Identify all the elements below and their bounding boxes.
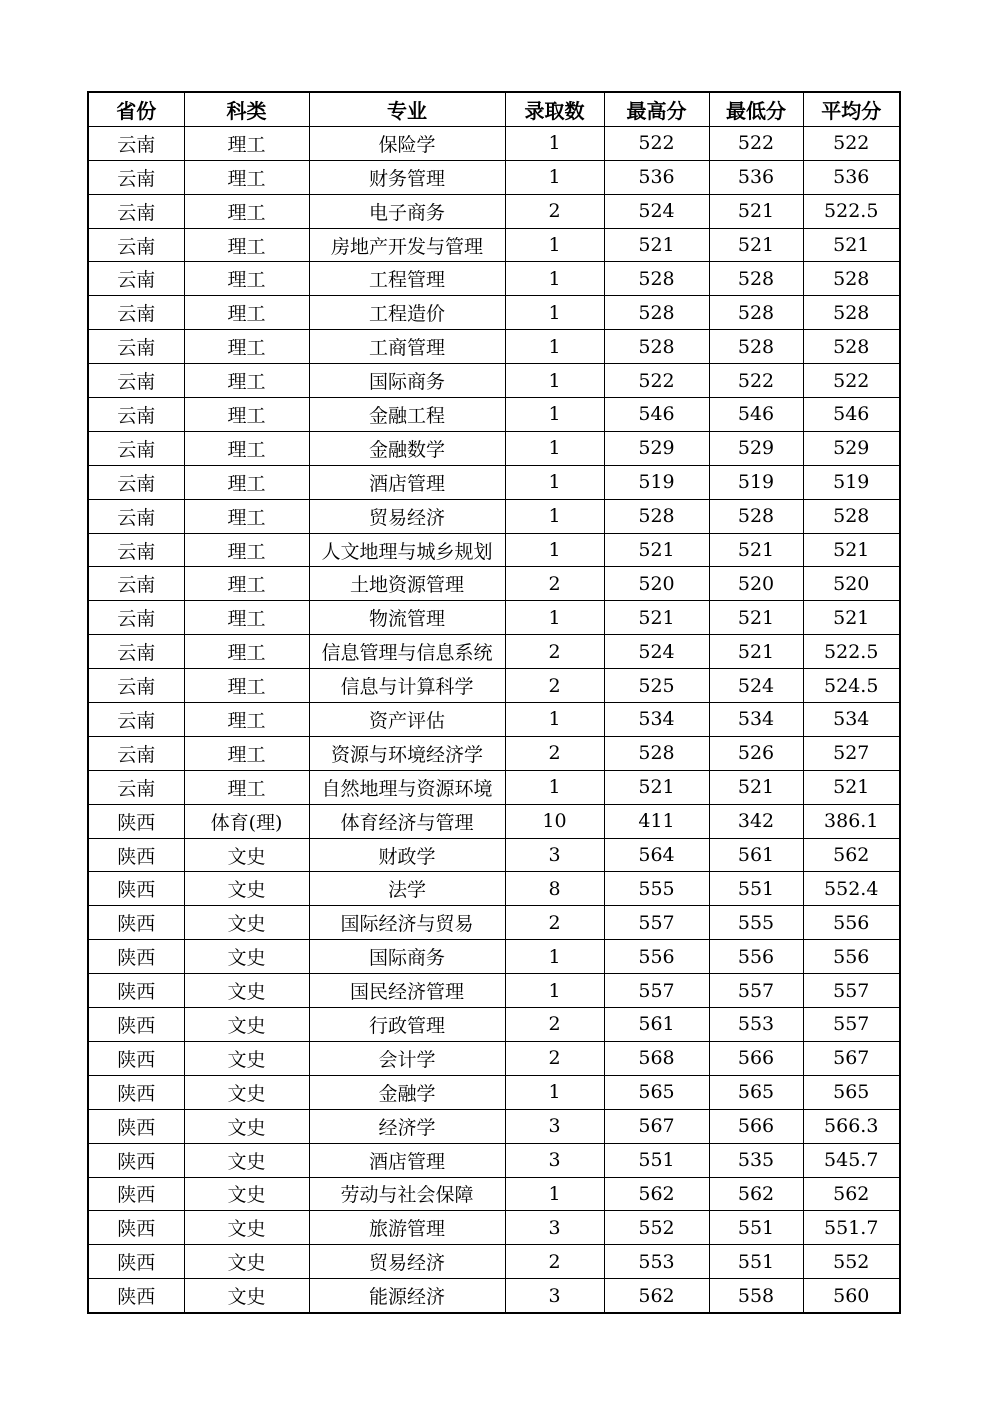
province-cell: 云南 — [88, 296, 184, 330]
table-row — [88, 1008, 900, 1042]
min-score-cell: 522 — [709, 126, 803, 160]
province-cell: 陕西 — [88, 1245, 184, 1279]
avg-score-cell: 560 — [803, 1279, 900, 1313]
min-score-cell: 534 — [709, 703, 803, 737]
province-cell: 云南 — [88, 770, 184, 804]
province-cell: 云南 — [88, 635, 184, 669]
admitted-count-cell: 2 — [505, 1245, 604, 1279]
table-row — [88, 872, 900, 906]
table-row — [88, 465, 900, 499]
major-cell: 信息管理与信息系统 — [309, 635, 505, 669]
admitted-count-cell: 1 — [505, 499, 604, 533]
province-cell: 云南 — [88, 431, 184, 465]
table-row — [88, 398, 900, 432]
category-cell: 理工 — [184, 465, 309, 499]
province-cell: 陕西 — [88, 872, 184, 906]
min-score-cell: 526 — [709, 736, 803, 770]
admitted-count-cell: 1 — [505, 601, 604, 635]
major-cell: 房地产开发与管理 — [309, 228, 505, 262]
header-max-score: 最高分 — [604, 92, 709, 126]
admitted-count-cell: 2 — [505, 669, 604, 703]
table-row — [88, 770, 900, 804]
max-score-cell: 521 — [604, 601, 709, 635]
header-province: 省份 — [88, 92, 184, 126]
admitted-count-cell: 1 — [505, 398, 604, 432]
avg-score-cell: 552 — [803, 1245, 900, 1279]
category-cell: 理工 — [184, 736, 309, 770]
header-row — [88, 92, 900, 126]
admitted-count-cell: 2 — [505, 635, 604, 669]
avg-score-cell: 536 — [803, 160, 900, 194]
min-score-cell: 528 — [709, 262, 803, 296]
avg-score-cell: 562 — [803, 838, 900, 872]
admitted-count-cell: 1 — [505, 940, 604, 974]
category-cell: 理工 — [184, 703, 309, 737]
province-cell: 云南 — [88, 160, 184, 194]
category-cell: 文史 — [184, 974, 309, 1008]
major-cell: 国际商务 — [309, 940, 505, 974]
max-score-cell: 562 — [604, 1279, 709, 1313]
province-cell: 云南 — [88, 398, 184, 432]
category-cell: 理工 — [184, 770, 309, 804]
table-row — [88, 601, 900, 635]
province-cell: 陕西 — [88, 804, 184, 838]
max-score-cell: 568 — [604, 1041, 709, 1075]
max-score-cell: 553 — [604, 1245, 709, 1279]
major-cell: 电子商务 — [309, 194, 505, 228]
admitted-count-cell: 2 — [505, 194, 604, 228]
min-score-cell: 566 — [709, 1041, 803, 1075]
province-cell: 云南 — [88, 601, 184, 635]
category-cell: 文史 — [184, 1211, 309, 1245]
major-cell: 土地资源管理 — [309, 567, 505, 601]
max-score-cell: 528 — [604, 296, 709, 330]
max-score-cell: 534 — [604, 703, 709, 737]
admitted-count-cell: 1 — [505, 296, 604, 330]
admitted-count-cell: 2 — [505, 1041, 604, 1075]
major-cell: 会计学 — [309, 1041, 505, 1075]
admitted-count-cell: 1 — [505, 974, 604, 1008]
province-cell: 云南 — [88, 533, 184, 567]
table-row — [88, 160, 900, 194]
category-cell: 文史 — [184, 1177, 309, 1211]
table-row — [88, 330, 900, 364]
max-score-cell: 546 — [604, 398, 709, 432]
category-cell: 理工 — [184, 364, 309, 398]
avg-score-cell: 562 — [803, 1177, 900, 1211]
min-score-cell: 561 — [709, 838, 803, 872]
table-row — [88, 669, 900, 703]
max-score-cell: 519 — [604, 465, 709, 499]
admitted-count-cell: 3 — [505, 1109, 604, 1143]
avg-score-cell: 522 — [803, 126, 900, 160]
admission-scores-table — [87, 91, 901, 1314]
major-cell: 贸易经济 — [309, 499, 505, 533]
table-row — [88, 567, 900, 601]
major-cell: 劳动与社会保障 — [309, 1177, 505, 1211]
min-score-cell: 528 — [709, 330, 803, 364]
category-cell: 文史 — [184, 1279, 309, 1313]
province-cell: 陕西 — [88, 906, 184, 940]
category-cell: 理工 — [184, 126, 309, 160]
header-category: 科类 — [184, 92, 309, 126]
table-row — [88, 838, 900, 872]
major-cell: 国际商务 — [309, 364, 505, 398]
table-row — [88, 228, 900, 262]
category-cell: 文史 — [184, 1008, 309, 1042]
category-cell: 文史 — [184, 1041, 309, 1075]
table-row — [88, 635, 900, 669]
avg-score-cell: 565 — [803, 1075, 900, 1109]
major-cell: 信息与计算科学 — [309, 669, 505, 703]
admitted-count-cell: 1 — [505, 364, 604, 398]
province-cell: 云南 — [88, 194, 184, 228]
major-cell: 财务管理 — [309, 160, 505, 194]
table-row — [88, 533, 900, 567]
province-cell: 云南 — [88, 703, 184, 737]
admitted-count-cell: 1 — [505, 330, 604, 364]
min-score-cell: 562 — [709, 1177, 803, 1211]
avg-score-cell: 521 — [803, 601, 900, 635]
major-cell: 工程管理 — [309, 262, 505, 296]
min-score-cell: 519 — [709, 465, 803, 499]
category-cell: 文史 — [184, 940, 309, 974]
avg-score-cell: 566.3 — [803, 1109, 900, 1143]
category-cell: 文史 — [184, 838, 309, 872]
province-cell: 云南 — [88, 126, 184, 160]
table-row — [88, 1245, 900, 1279]
admitted-count-cell: 1 — [505, 431, 604, 465]
major-cell: 国际经济与贸易 — [309, 906, 505, 940]
major-cell: 保险学 — [309, 126, 505, 160]
avg-score-cell: 527 — [803, 736, 900, 770]
province-cell: 云南 — [88, 499, 184, 533]
major-cell: 资产评估 — [309, 703, 505, 737]
table-row — [88, 1177, 900, 1211]
max-score-cell: 522 — [604, 126, 709, 160]
province-cell: 云南 — [88, 567, 184, 601]
category-cell: 理工 — [184, 262, 309, 296]
max-score-cell: 552 — [604, 1211, 709, 1245]
province-cell: 云南 — [88, 330, 184, 364]
major-cell: 经济学 — [309, 1109, 505, 1143]
admitted-count-cell: 8 — [505, 872, 604, 906]
avg-score-cell: 521 — [803, 533, 900, 567]
avg-score-cell: 556 — [803, 940, 900, 974]
table-row — [88, 262, 900, 296]
province-cell: 陕西 — [88, 1075, 184, 1109]
major-cell: 贸易经济 — [309, 1245, 505, 1279]
min-score-cell: 551 — [709, 1245, 803, 1279]
major-cell: 资源与环境经济学 — [309, 736, 505, 770]
admitted-count-cell: 3 — [505, 1279, 604, 1313]
admitted-count-cell: 1 — [505, 126, 604, 160]
admitted-count-cell: 3 — [505, 1143, 604, 1177]
min-score-cell: 536 — [709, 160, 803, 194]
min-score-cell: 524 — [709, 669, 803, 703]
major-cell: 旅游管理 — [309, 1211, 505, 1245]
province-cell: 云南 — [88, 364, 184, 398]
avg-score-cell: 534 — [803, 703, 900, 737]
major-cell: 法学 — [309, 872, 505, 906]
category-cell: 理工 — [184, 330, 309, 364]
admitted-count-cell: 1 — [505, 262, 604, 296]
province-cell: 陕西 — [88, 1008, 184, 1042]
major-cell: 财政学 — [309, 838, 505, 872]
avg-score-cell: 519 — [803, 465, 900, 499]
province-cell: 云南 — [88, 228, 184, 262]
max-score-cell: 521 — [604, 533, 709, 567]
avg-score-cell: 524.5 — [803, 669, 900, 703]
major-cell: 行政管理 — [309, 1008, 505, 1042]
province-cell: 陕西 — [88, 1279, 184, 1313]
min-score-cell: 342 — [709, 804, 803, 838]
max-score-cell: 567 — [604, 1109, 709, 1143]
major-cell: 金融工程 — [309, 398, 505, 432]
min-score-cell: 521 — [709, 194, 803, 228]
avg-score-cell: 557 — [803, 974, 900, 1008]
table-row — [88, 974, 900, 1008]
admitted-count-cell: 2 — [505, 567, 604, 601]
province-cell: 陕西 — [88, 940, 184, 974]
header-avg-score: 平均分 — [803, 92, 900, 126]
table-row — [88, 431, 900, 465]
max-score-cell: 529 — [604, 431, 709, 465]
max-score-cell: 521 — [604, 770, 709, 804]
province-cell: 陕西 — [88, 1041, 184, 1075]
max-score-cell: 564 — [604, 838, 709, 872]
province-cell: 陕西 — [88, 974, 184, 1008]
min-score-cell: 551 — [709, 872, 803, 906]
table-row — [88, 364, 900, 398]
category-cell: 理工 — [184, 601, 309, 635]
table-row — [88, 804, 900, 838]
min-score-cell: 566 — [709, 1109, 803, 1143]
table-row — [88, 296, 900, 330]
province-cell: 陕西 — [88, 1211, 184, 1245]
admitted-count-cell: 2 — [505, 1008, 604, 1042]
category-cell: 理工 — [184, 533, 309, 567]
header-admitted-count: 录取数 — [505, 92, 604, 126]
table-row — [88, 1041, 900, 1075]
major-cell: 酒店管理 — [309, 465, 505, 499]
min-score-cell: 557 — [709, 974, 803, 1008]
avg-score-cell: 552.4 — [803, 872, 900, 906]
province-cell: 云南 — [88, 736, 184, 770]
min-score-cell: 565 — [709, 1075, 803, 1109]
category-cell: 理工 — [184, 160, 309, 194]
avg-score-cell: 528 — [803, 499, 900, 533]
table-row — [88, 940, 900, 974]
category-cell: 文史 — [184, 872, 309, 906]
min-score-cell: 528 — [709, 296, 803, 330]
major-cell: 体育经济与管理 — [309, 804, 505, 838]
major-cell: 国民经济管理 — [309, 974, 505, 1008]
table-row — [88, 1075, 900, 1109]
avg-score-cell: 529 — [803, 431, 900, 465]
category-cell: 理工 — [184, 194, 309, 228]
min-score-cell: 521 — [709, 228, 803, 262]
category-cell: 理工 — [184, 499, 309, 533]
min-score-cell: 555 — [709, 906, 803, 940]
avg-score-cell: 521 — [803, 770, 900, 804]
admitted-count-cell: 2 — [505, 906, 604, 940]
min-score-cell: 521 — [709, 770, 803, 804]
min-score-cell: 520 — [709, 567, 803, 601]
avg-score-cell: 522.5 — [803, 635, 900, 669]
avg-score-cell: 522 — [803, 364, 900, 398]
header-min-score: 最低分 — [709, 92, 803, 126]
table-body — [88, 126, 900, 1313]
max-score-cell: 411 — [604, 804, 709, 838]
max-score-cell: 525 — [604, 669, 709, 703]
admitted-count-cell: 1 — [505, 533, 604, 567]
province-cell: 陕西 — [88, 1109, 184, 1143]
table-row — [88, 1143, 900, 1177]
avg-score-cell: 528 — [803, 296, 900, 330]
category-cell: 体育(理) — [184, 804, 309, 838]
admitted-count-cell: 1 — [505, 465, 604, 499]
min-score-cell: 529 — [709, 431, 803, 465]
avg-score-cell: 386.1 — [803, 804, 900, 838]
max-score-cell: 557 — [604, 974, 709, 1008]
province-cell: 云南 — [88, 262, 184, 296]
min-score-cell: 558 — [709, 1279, 803, 1313]
province-cell: 陕西 — [88, 838, 184, 872]
major-cell: 工商管理 — [309, 330, 505, 364]
min-score-cell: 521 — [709, 601, 803, 635]
min-score-cell: 553 — [709, 1008, 803, 1042]
admitted-count-cell: 10 — [505, 804, 604, 838]
min-score-cell: 522 — [709, 364, 803, 398]
category-cell: 理工 — [184, 567, 309, 601]
admitted-count-cell: 3 — [505, 1211, 604, 1245]
category-cell: 理工 — [184, 669, 309, 703]
table-row — [88, 499, 900, 533]
max-score-cell: 555 — [604, 872, 709, 906]
category-cell: 文史 — [184, 906, 309, 940]
province-cell: 陕西 — [88, 1143, 184, 1177]
max-score-cell: 522 — [604, 364, 709, 398]
avg-score-cell: 528 — [803, 262, 900, 296]
min-score-cell: 521 — [709, 533, 803, 567]
table-row — [88, 1109, 900, 1143]
table-row — [88, 126, 900, 160]
min-score-cell: 546 — [709, 398, 803, 432]
avg-score-cell: 521 — [803, 228, 900, 262]
major-cell: 人文地理与城乡规划 — [309, 533, 505, 567]
category-cell: 文史 — [184, 1245, 309, 1279]
province-cell: 云南 — [88, 465, 184, 499]
max-score-cell: 524 — [604, 635, 709, 669]
table-row — [88, 906, 900, 940]
category-cell: 文史 — [184, 1109, 309, 1143]
min-score-cell: 551 — [709, 1211, 803, 1245]
major-cell: 工程造价 — [309, 296, 505, 330]
avg-score-cell: 557 — [803, 1008, 900, 1042]
admitted-count-cell: 1 — [505, 1177, 604, 1211]
admitted-count-cell: 1 — [505, 1075, 604, 1109]
min-score-cell: 521 — [709, 635, 803, 669]
max-score-cell: 562 — [604, 1177, 709, 1211]
avg-score-cell: 520 — [803, 567, 900, 601]
avg-score-cell: 528 — [803, 330, 900, 364]
max-score-cell: 528 — [604, 499, 709, 533]
avg-score-cell: 551.7 — [803, 1211, 900, 1245]
max-score-cell: 561 — [604, 1008, 709, 1042]
province-cell: 云南 — [88, 669, 184, 703]
min-score-cell: 535 — [709, 1143, 803, 1177]
category-cell: 文史 — [184, 1143, 309, 1177]
table-row — [88, 703, 900, 737]
avg-score-cell: 556 — [803, 906, 900, 940]
max-score-cell: 528 — [604, 262, 709, 296]
avg-score-cell: 567 — [803, 1041, 900, 1075]
table-row — [88, 736, 900, 770]
admitted-count-cell: 1 — [505, 160, 604, 194]
max-score-cell: 524 — [604, 194, 709, 228]
category-cell: 理工 — [184, 398, 309, 432]
avg-score-cell: 522.5 — [803, 194, 900, 228]
category-cell: 理工 — [184, 228, 309, 262]
admitted-count-cell: 2 — [505, 736, 604, 770]
admitted-count-cell: 1 — [505, 228, 604, 262]
max-score-cell: 551 — [604, 1143, 709, 1177]
max-score-cell: 521 — [604, 228, 709, 262]
table-row — [88, 1279, 900, 1313]
admitted-count-cell: 3 — [505, 838, 604, 872]
max-score-cell: 557 — [604, 906, 709, 940]
avg-score-cell: 546 — [803, 398, 900, 432]
category-cell: 理工 — [184, 431, 309, 465]
major-cell: 物流管理 — [309, 601, 505, 635]
max-score-cell: 565 — [604, 1075, 709, 1109]
category-cell: 理工 — [184, 635, 309, 669]
max-score-cell: 556 — [604, 940, 709, 974]
max-score-cell: 520 — [604, 567, 709, 601]
min-score-cell: 528 — [709, 499, 803, 533]
max-score-cell: 536 — [604, 160, 709, 194]
table-row — [88, 1211, 900, 1245]
category-cell: 文史 — [184, 1075, 309, 1109]
admitted-count-cell: 1 — [505, 770, 604, 804]
avg-score-cell: 545.7 — [803, 1143, 900, 1177]
max-score-cell: 528 — [604, 736, 709, 770]
major-cell: 酒店管理 — [309, 1143, 505, 1177]
category-cell: 理工 — [184, 296, 309, 330]
major-cell: 能源经济 — [309, 1279, 505, 1313]
header-major: 专业 — [309, 92, 505, 126]
major-cell: 金融学 — [309, 1075, 505, 1109]
major-cell: 金融数学 — [309, 431, 505, 465]
min-score-cell: 556 — [709, 940, 803, 974]
max-score-cell: 528 — [604, 330, 709, 364]
admitted-count-cell: 1 — [505, 703, 604, 737]
major-cell: 自然地理与资源环境 — [309, 770, 505, 804]
table-row — [88, 194, 900, 228]
province-cell: 陕西 — [88, 1177, 184, 1211]
